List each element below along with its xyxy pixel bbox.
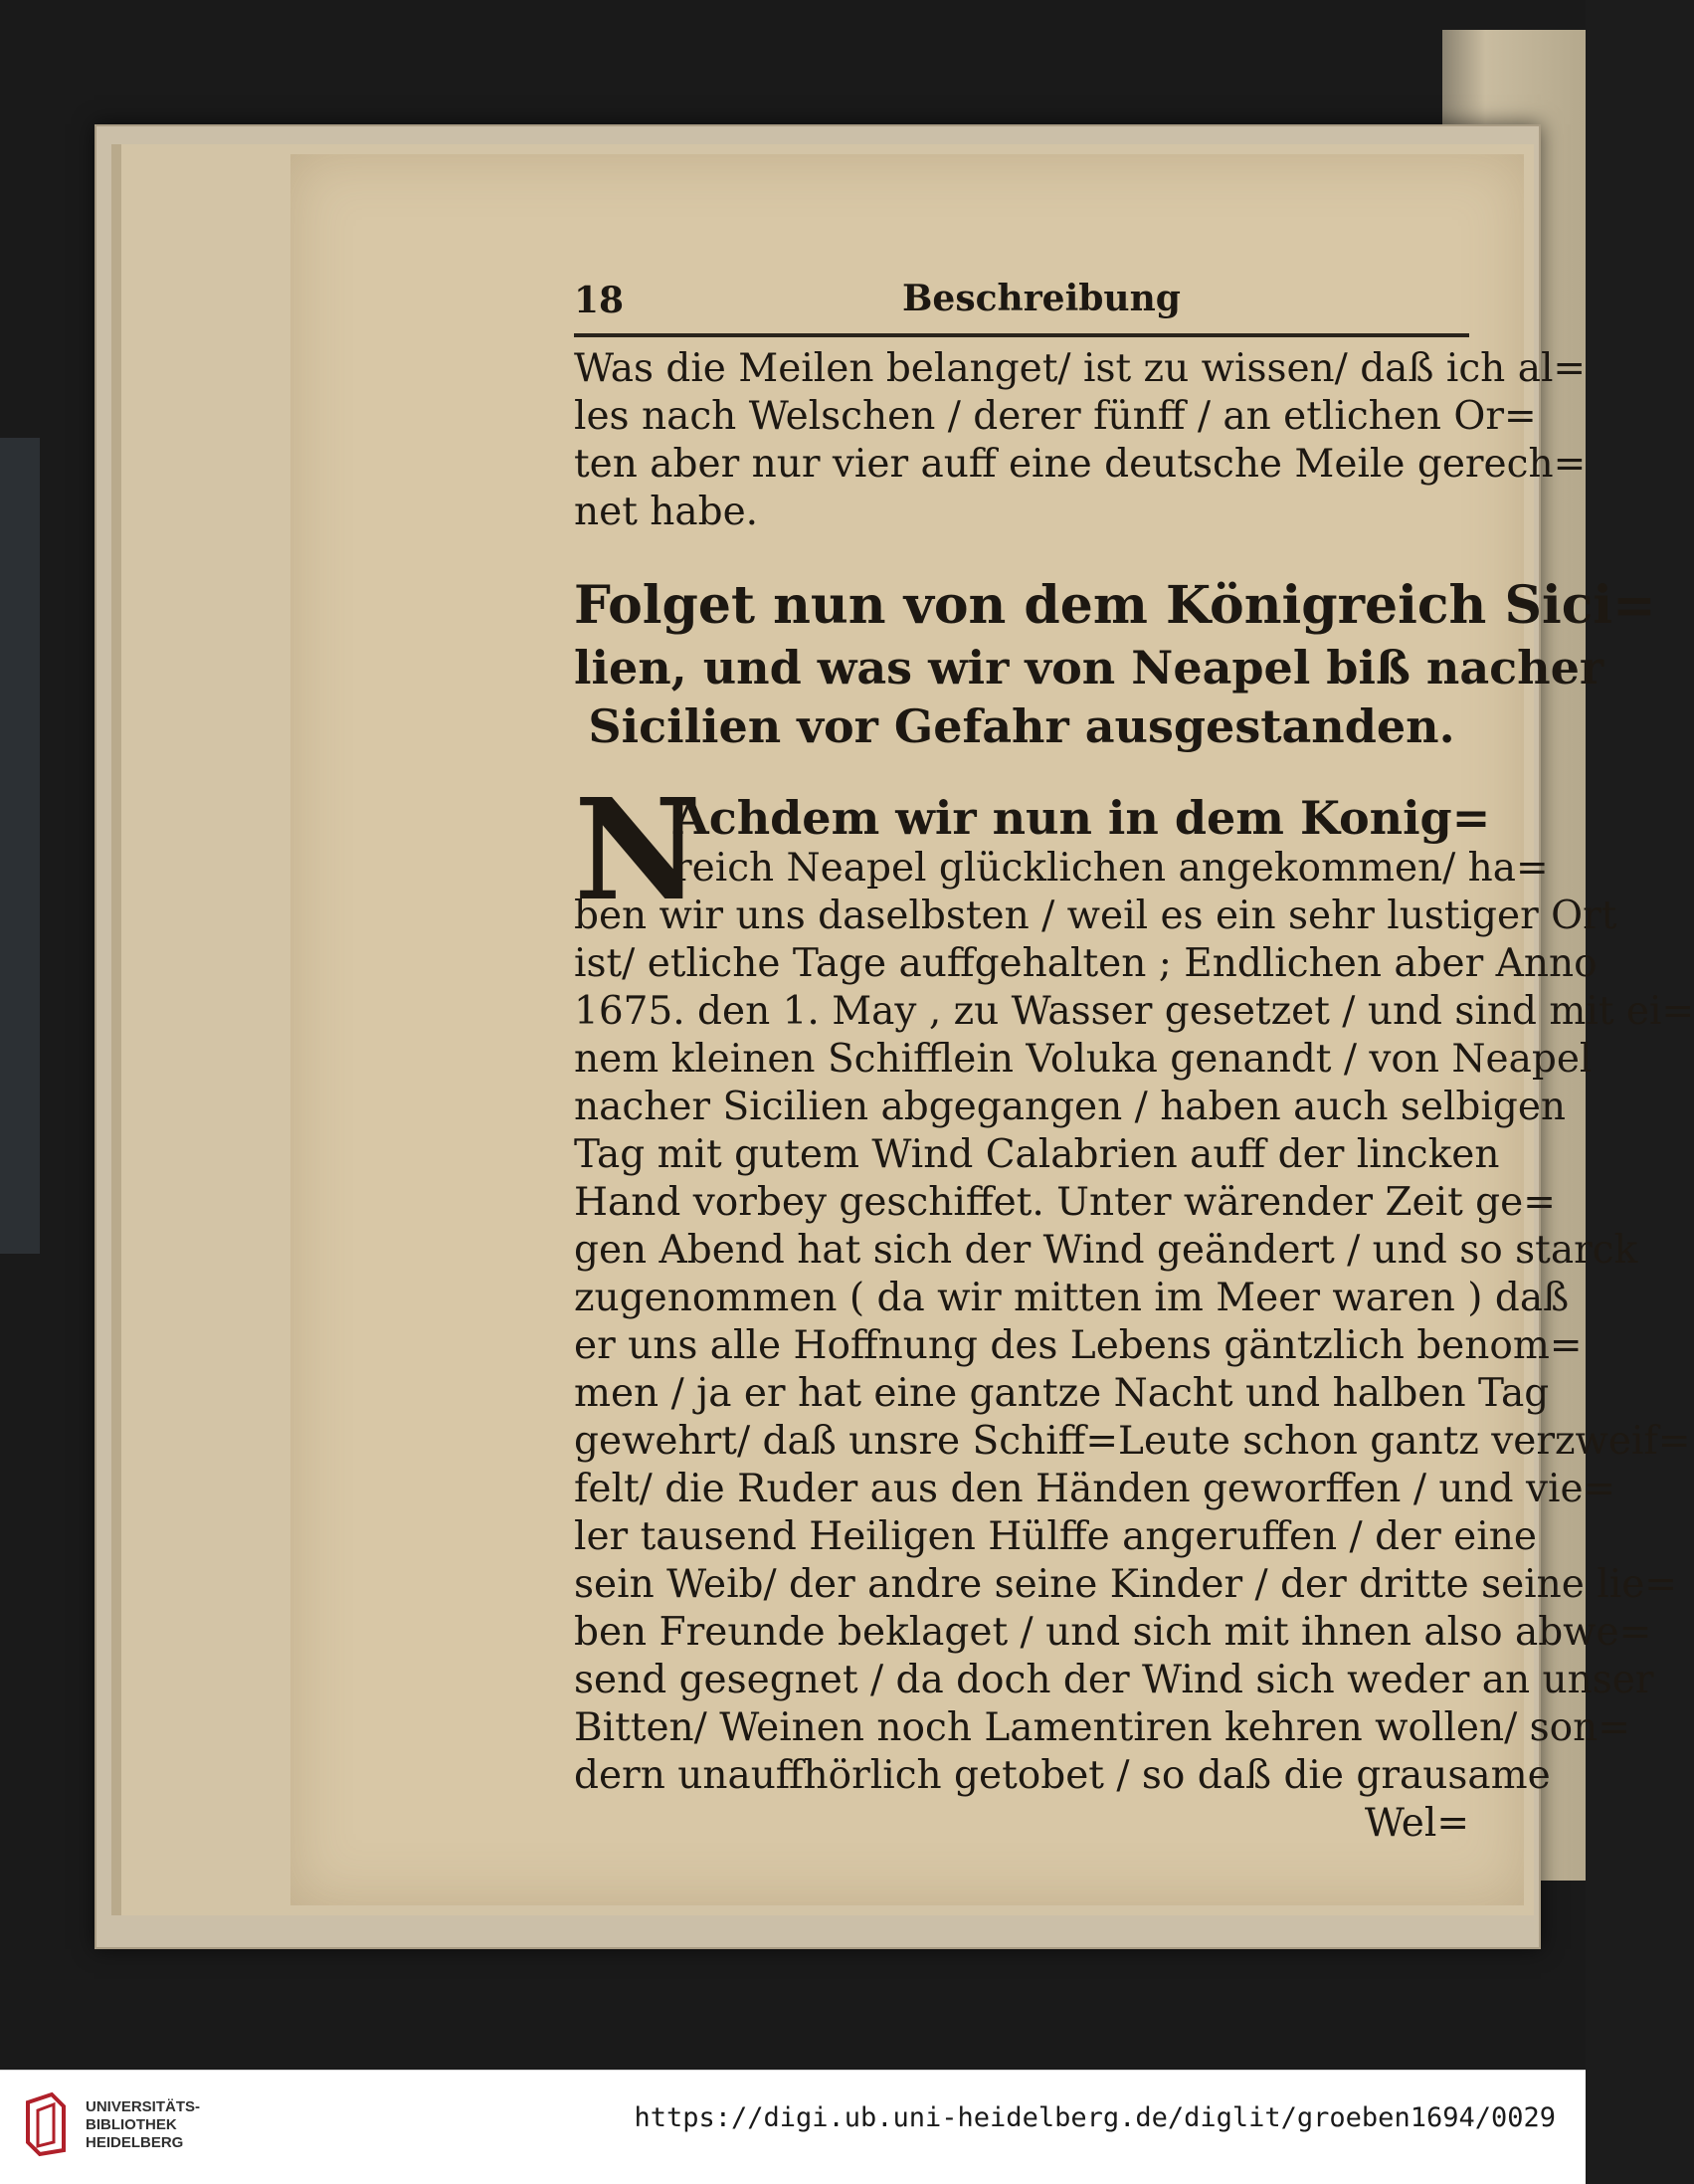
body-line: ben wir uns daselbsten / weil es ein sehr lustiger Ort	[574, 893, 1617, 938]
body-line: nem kleinen Schifflein Voluka genandt / von Neapel	[574, 1037, 1593, 1082]
library-name-line: BIBLIOTHEK	[86, 2116, 177, 2133]
book-edge	[0, 438, 40, 1254]
body-line: Hand vorbey geschiffet. Unter wärender Zeit ge=	[574, 1180, 1556, 1225]
body-line: Bitten/ Weinen noch Lamentiren kehren wollen/ son=	[574, 1705, 1630, 1750]
body-line: gen Abend hat sich der Wind geändert / und so starck	[574, 1228, 1638, 1273]
body-line: sein Weib/ der andre seine Kinder / der dritte seine lie=	[574, 1562, 1677, 1607]
intro-paragraph	[574, 345, 1587, 536]
heading-line: Folget nun von dem Königreich Sici=	[574, 575, 1656, 636]
body-line: ler tausend Heiligen Hülffe angeruffen / der eine	[574, 1514, 1537, 1559]
body-line: 1675. den 1. May , zu Wasser gesetzet / und sind mit ei=	[574, 989, 1694, 1034]
body-paragraph	[574, 769, 1694, 1848]
body-line: ben Freunde beklaget / und sich mit ihnen also abwe=	[574, 1610, 1652, 1655]
body-line: Tag mit gutem Wind Calabrien auff der lincken	[574, 1132, 1500, 1177]
heading-line: Sicilien vor Gefahr ausgestanden.	[588, 699, 1455, 753]
body-line: gewehrt/ daß unsre Schiff=Leute schon gantz verzweif=	[574, 1419, 1691, 1464]
library-logo-icon[interactable]	[22, 2092, 70, 2156]
body-line: ist/ etliche Tage auffgehalten ; Endlichen aber Anno	[574, 941, 1598, 986]
body-line: felt/ die Ruder aus den Händen geworffen / und vie=	[574, 1467, 1616, 1511]
permalink-url[interactable]: https://digi.ub.uni-heidelberg.de/diglit/groeben1694/0029	[634, 2102, 1556, 2133]
body-line: zugenommen ( da wir mitten im Meer waren ) daß	[574, 1276, 1570, 1320]
library-name[interactable]	[86, 2098, 200, 2152]
body-line: send gesegnet / da doch der Wind sich weder an unser	[574, 1658, 1654, 1702]
page-number: 18	[574, 280, 625, 321]
section-heading	[574, 574, 1656, 755]
body-line: er uns alle Hoffnung des Lebens gäntzlich benom=	[574, 1323, 1583, 1368]
text-block	[574, 274, 1694, 1848]
intro-line: net habe.	[574, 490, 759, 534]
catchword: Wel=	[1364, 1801, 1469, 1846]
footer-bar	[0, 2070, 1586, 2184]
library-name-line: HEIDELBERG	[86, 2134, 184, 2151]
body-line: Achdem wir nun in dem Konig=	[673, 791, 1491, 845]
heading-line: lien, und was wir von Neapel biß nacher	[574, 641, 1604, 695]
library-name-line: UNIVERSITÄTS-	[86, 2098, 201, 2115]
book-page	[290, 154, 1694, 1905]
running-title: Beschreibung	[902, 278, 1181, 319]
intro-line: Was die Meilen belanget/ ist zu wissen/ daß ich al=	[574, 346, 1587, 391]
page-stack	[111, 144, 1694, 1915]
intro-line: ten aber nur vier auff eine deutsche Meile gerech=	[574, 442, 1587, 487]
body-line: dern unauffhörlich getobet / so daß die grausame	[574, 1753, 1551, 1798]
running-head	[574, 274, 1469, 337]
body-line: men / ja er hat eine gantze Nacht und halben Tag	[574, 1371, 1550, 1416]
drop-cap: N	[574, 769, 701, 932]
intro-line: les nach Welschen / derer fünff / an etlichen Or=	[574, 394, 1537, 439]
body-line: nacher Sicilien abgegangen / haben auch selbigen	[574, 1085, 1567, 1129]
body-line: reich Neapel glücklichen angekommen/ ha=	[673, 846, 1549, 891]
